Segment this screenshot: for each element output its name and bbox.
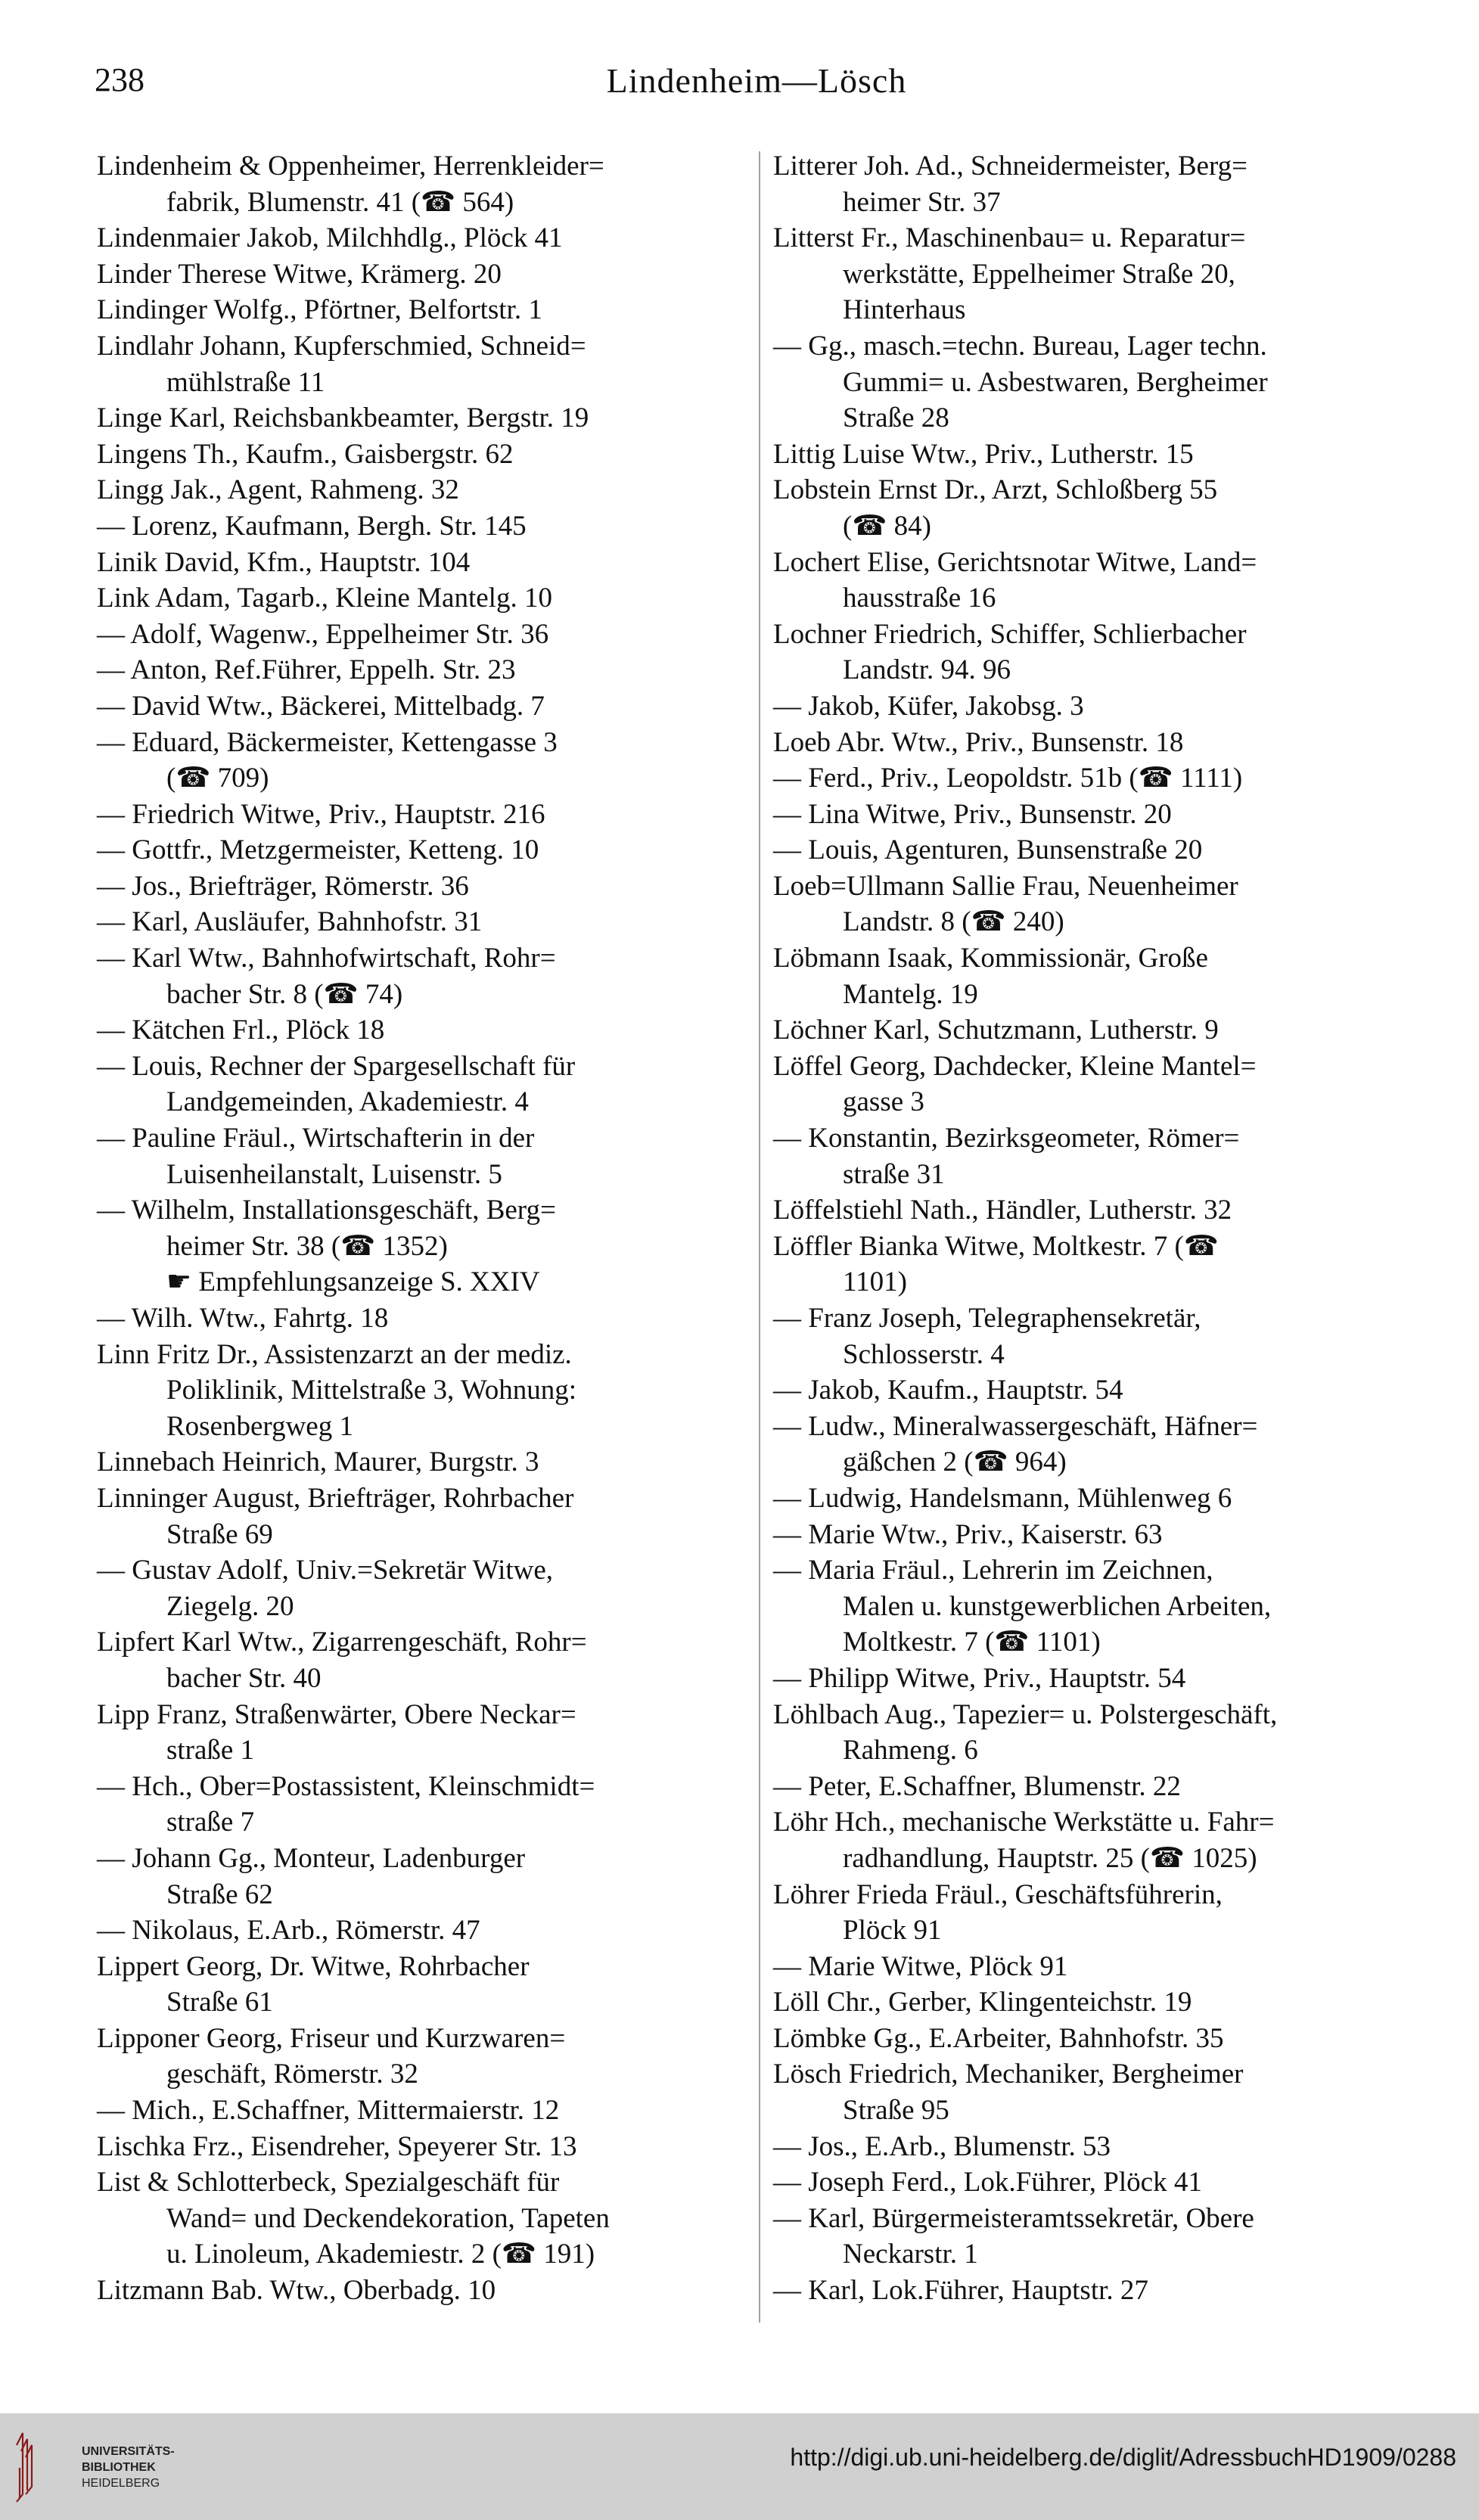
- entry-continuation-line: Landstr. 8 (☎ 240): [843, 906, 1064, 938]
- directory-entry-line: — Maria Fräul., Lehrerin im Zeichnen,: [773, 1555, 1213, 1586]
- directory-entry-line: — Nikolaus, E.Arb., Römerstr. 47: [97, 1915, 480, 1947]
- directory-entry-line: Löchner Karl, Schutzmann, Lutherstr. 9: [773, 1015, 1219, 1046]
- directory-entry-line: — Jakob, Küfer, Jakobsg. 3: [773, 690, 1084, 722]
- directory-entry-line: Linik David, Kfm., Hauptstr. 104: [97, 546, 471, 578]
- directory-entry-line: — Gg., masch.=techn. Bureau, Lager techn.: [773, 330, 1267, 362]
- directory-entry-line: — Karl, Bürgermeisteramtssekretär, Obere: [773, 2202, 1254, 2234]
- entry-continuation-line: Poliklinik, Mittelstraße 3, Wohnung:: [166, 1375, 577, 1406]
- directory-entry-line: — Jos., Briefträger, Römerstr. 36: [97, 870, 469, 902]
- source-url-link[interactable]: http://digi.ub.uni-heidelberg.de/diglit/AdressbuchHD1909/0288: [790, 2444, 1456, 2471]
- directory-entry-line: Lippert Georg, Dr. Witwe, Rohrbacher: [97, 1950, 530, 1982]
- directory-entry-line: — Louis, Agenturen, Bunsenstraße 20: [773, 834, 1203, 866]
- directory-entry-line: — David Wtw., Bäckerei, Mittelbadg. 7: [97, 690, 545, 722]
- entry-continuation-line: (☎ 709): [166, 763, 269, 794]
- entry-continuation-line: Landstr. 94. 96: [843, 654, 1011, 686]
- directory-entry-line: — Gottfr., Metzgermeister, Ketteng. 10: [97, 834, 539, 866]
- entry-continuation-line: werkstätte, Eppelheimer Straße 20,: [843, 258, 1235, 290]
- entry-continuation-line: Luisenheilanstalt, Luisenstr. 5: [166, 1158, 502, 1190]
- directory-entry-line: — Ludw., Mineralwassergeschäft, Häfner=: [773, 1410, 1258, 1442]
- directory-entry-line: — Wilh. Wtw., Fahrtg. 18: [97, 1303, 389, 1334]
- directory-entry-line: — Ludwig, Handelsmann, Mühlenweg 6: [773, 1482, 1232, 1514]
- directory-entry-line: Litterst Fr., Maschinenbau= u. Reparatur=: [773, 222, 1246, 254]
- directory-entry-line: — Philipp Witwe, Priv., Hauptstr. 54: [773, 1662, 1186, 1694]
- directory-entry-line: Linder Therese Witwe, Krämerg. 20: [97, 258, 502, 290]
- directory-entry-line: Lipfert Karl Wtw., Zigarrengeschäft, Rohr=: [97, 1627, 587, 1658]
- directory-entry-line: — Karl, Lok.Führer, Hauptstr. 27: [773, 2275, 1148, 2307]
- directory-entry-line: Linninger August, Briefträger, Rohrbacher: [97, 1482, 574, 1514]
- logo-line-1: UNIVERSITÄTS-: [82, 2445, 175, 2458]
- entry-continuation-line: heimer Str. 38 (☎ 1352): [166, 1230, 448, 1262]
- directory-entry-line: Lösch Friedrich, Mechaniker, Bergheimer: [773, 2059, 1244, 2090]
- directory-entry-line: List & Schlotterbeck, Spezialgeschäft für: [97, 2167, 560, 2198]
- entry-continuation-line: Moltkestr. 7 (☎ 1101): [843, 1627, 1101, 1658]
- entry-continuation-line: Rosenbergweg 1: [166, 1410, 353, 1442]
- directory-entry-line: — Eduard, Bäckermeister, Kettengasse 3: [97, 726, 558, 758]
- entry-continuation-line: hausstraße 16: [843, 583, 996, 614]
- entry-continuation-line: gasse 3: [843, 1086, 924, 1118]
- directory-entry-line: Linge Karl, Reichsbankbeamter, Bergstr. 19: [97, 402, 589, 434]
- directory-entry-line: Löhlbach Aug., Tapezier= u. Polstergeschäft,: [773, 1698, 1278, 1730]
- entry-continuation-line: ☛ Empfehlungsanzeige S. XXIV: [166, 1266, 540, 1298]
- directory-entry-line: Löffler Bianka Witwe, Moltkestr. 7 (☎: [773, 1230, 1219, 1262]
- entry-continuation-line: radhandlung, Hauptstr. 25 (☎ 1025): [843, 1842, 1257, 1874]
- entry-continuation-line: gäßchen 2 (☎ 964): [843, 1446, 1067, 1478]
- entry-continuation-line: Landgemeinden, Akademiestr. 4: [166, 1086, 529, 1118]
- directory-entry-line: — Marie Wtw., Priv., Kaiserstr. 63: [773, 1518, 1163, 1550]
- directory-entry-line: — Wilhelm, Installationsgeschäft, Berg=: [97, 1195, 556, 1226]
- directory-entry-line: Lindlahr Johann, Kupferschmied, Schneid=: [97, 330, 586, 362]
- logo-line-2: BIBLIOTHEK: [82, 2461, 156, 2474]
- directory-entry-line: Löffelstiehl Nath., Händler, Lutherstr. 32: [773, 1195, 1232, 1226]
- directory-entry-line: — Joseph Ferd., Lok.Führer, Plöck 41: [773, 2167, 1202, 2198]
- directory-entry-line: — Johann Gg., Monteur, Ladenburger: [97, 1842, 526, 1874]
- directory-entry-line: — Karl Wtw., Bahnhofwirtschaft, Rohr=: [97, 943, 556, 974]
- entry-continuation-line: Wand= und Deckendekoration, Tapeten: [166, 2202, 610, 2234]
- entry-continuation-line: Hinterhaus: [843, 294, 966, 326]
- entry-continuation-line: straße 1: [166, 1735, 255, 1766]
- directory-entry-line: — Friedrich Witwe, Priv., Hauptstr. 216: [97, 798, 545, 830]
- directory-entry-line: Lischka Frz., Eisendreher, Speyerer Str. 13: [97, 2130, 577, 2162]
- directory-entry-line: Lindenmaier Jakob, Milchhdlg., Plöck 41: [97, 222, 563, 254]
- page-title: Lindenheim—Lösch: [606, 61, 907, 100]
- directory-entry-line: Litzmann Bab. Wtw., Oberbadg. 10: [97, 2275, 496, 2307]
- directory-entry-line: — Louis, Rechner der Spargesellschaft für: [97, 1050, 576, 1082]
- entry-continuation-line: geschäft, Römerstr. 32: [166, 2059, 418, 2090]
- directory-entry-line: — Karl, Ausläufer, Bahnhofstr. 31: [97, 906, 483, 938]
- directory-entry-line: Lobstein Ernst Dr., Arzt, Schloßberg 55: [773, 474, 1218, 506]
- directory-entry-line: — Jakob, Kaufm., Hauptstr. 54: [773, 1375, 1123, 1406]
- directory-entry-line: — Konstantin, Bezirksgeometer, Römer=: [773, 1123, 1240, 1154]
- directory-entry-line: Littig Luise Wtw., Priv., Lutherstr. 15: [773, 438, 1194, 470]
- directory-entry-line: Löll Chr., Gerber, Klingenteichstr. 19: [773, 1987, 1192, 2018]
- directory-entry-line: Lipponer Georg, Friseur und Kurzwaren=: [97, 2022, 566, 2054]
- entry-continuation-line: 1101): [843, 1266, 907, 1298]
- directory-entry-line: Linn Fritz Dr., Assistenzarzt an der mediz.: [97, 1338, 572, 1370]
- directory-entry-line: — Gustav Adolf, Univ.=Sekretär Witwe,: [97, 1555, 554, 1586]
- entry-continuation-line: Neckarstr. 1: [843, 2239, 978, 2270]
- left-column: [97, 148, 763, 2309]
- entry-continuation-line: Gummi= u. Asbestwaren, Bergheimer: [843, 366, 1268, 398]
- directory-entry-line: Loeb Abr. Wtw., Priv., Bunsenstr. 18: [773, 726, 1184, 758]
- directory-entry-line: Litterer Joh. Ad., Schneidermeister, Berg=: [773, 151, 1248, 182]
- logo-line-3: HEIDELBERG: [82, 2477, 160, 2490]
- library-name: [82, 2444, 175, 2491]
- entry-continuation-line: mühlstraße 11: [166, 366, 325, 398]
- entry-continuation-line: Mantelg. 19: [843, 978, 978, 1010]
- column-divider: [759, 151, 760, 2323]
- entry-continuation-line: Straße 61: [166, 1987, 273, 2018]
- directory-entry-line: Lochner Friedrich, Schiffer, Schlierbacher: [773, 618, 1247, 650]
- entry-continuation-line: Malen u. kunstgewerblichen Arbeiten,: [843, 1590, 1272, 1622]
- entry-continuation-line: Rahmeng. 6: [843, 1735, 978, 1766]
- entry-continuation-line: (☎ 84): [843, 510, 931, 542]
- directory-entry-line: Lingens Th., Kaufm., Gaisbergstr. 62: [97, 438, 514, 470]
- directory-entry-line: — Pauline Fräul., Wirtschafterin in der: [97, 1123, 535, 1154]
- entry-continuation-line: straße 7: [166, 1807, 255, 1838]
- directory-entry-line: Löhr Hch., mechanische Werkstätte u. Fahr=: [773, 1807, 1275, 1838]
- entry-continuation-line: Plöck 91: [843, 1915, 942, 1947]
- directory-entry-line: — Franz Joseph, Telegraphensekretär,: [773, 1303, 1201, 1334]
- directory-entry-line: Linnebach Heinrich, Maurer, Burgstr. 3: [97, 1446, 539, 1478]
- directory-entry-line: Lindinger Wolfg., Pförtner, Belfortstr. 1: [97, 294, 542, 326]
- directory-entry-line: Loeb=Ullmann Sallie Frau, Neuenheimer: [773, 870, 1238, 902]
- entry-continuation-line: fabrik, Blumenstr. 41 (☎ 564): [166, 186, 514, 218]
- directory-entry-line: Lömbke Gg., E.Arbeiter, Bahnhofstr. 35: [773, 2022, 1224, 2054]
- directory-entry-line: — Adolf, Wagenw., Eppelheimer Str. 36: [97, 618, 549, 650]
- entry-continuation-line: Straße 62: [166, 1878, 273, 1910]
- directory-entry-line: Link Adam, Tagarb., Kleine Mantelg. 10: [97, 583, 552, 614]
- entry-continuation-line: u. Linoleum, Akademiestr. 2 (☎ 191): [166, 2239, 595, 2270]
- library-logo-icon: [14, 2430, 36, 2506]
- page-number: 238: [95, 61, 144, 98]
- entry-continuation-line: Ziegelg. 20: [166, 1590, 294, 1622]
- entry-continuation-line: Straße 95: [843, 2095, 949, 2127]
- directory-entry-line: Löbmann Isaak, Kommissionär, Große: [773, 943, 1208, 974]
- directory-entry-line: — Lina Witwe, Priv., Bunsenstr. 20: [773, 798, 1172, 830]
- directory-entry-line: — Lorenz, Kaufmann, Bergh. Str. 145: [97, 510, 527, 542]
- directory-entry-line: — Mich., E.Schaffner, Mittermaierstr. 12: [97, 2095, 560, 2127]
- directory-entry-line: Lingg Jak., Agent, Rahmeng. 32: [97, 474, 459, 506]
- entry-continuation-line: Straße 28: [843, 402, 949, 434]
- directory-entry-line: Lipp Franz, Straßenwärter, Obere Neckar=: [97, 1698, 576, 1730]
- directory-entry-line: Löffel Georg, Dachdecker, Kleine Mantel=: [773, 1050, 1257, 1082]
- directory-entry-line: — Kätchen Frl., Plöck 18: [97, 1015, 385, 1046]
- entry-continuation-line: bacher Str. 40: [166, 1662, 322, 1694]
- entry-continuation-line: Straße 69: [166, 1518, 273, 1550]
- entry-continuation-line: heimer Str. 37: [843, 186, 1001, 218]
- directory-entry-line: Lochert Elise, Gerichtsnotar Witwe, Land=: [773, 546, 1257, 578]
- directory-entry-line: — Marie Witwe, Plöck 91: [773, 1950, 1068, 1982]
- entry-continuation-line: straße 31: [843, 1158, 945, 1190]
- page-header: [0, 61, 1479, 106]
- directory-entry-line: Löhrer Frieda Fräul., Geschäftsführerin,: [773, 1878, 1223, 1910]
- directory-entry-line: — Ferd., Priv., Leopoldstr. 51b (☎ 1111): [773, 763, 1243, 794]
- directory-entry-line: — Hch., Ober=Postassistent, Kleinschmidt=: [97, 1770, 595, 1802]
- directory-entry-line: Lindenheim & Oppenheimer, Herrenkleider=: [97, 151, 604, 182]
- footer-bar: [0, 2413, 1479, 2520]
- directory-entry-line: — Jos., E.Arb., Blumenstr. 53: [773, 2130, 1111, 2162]
- directory-entry-line: — Peter, E.Schaffner, Blumenstr. 22: [773, 1770, 1181, 1802]
- directory-entry-line: — Anton, Ref.Führer, Eppelh. Str. 23: [97, 654, 516, 686]
- entry-continuation-line: bacher Str. 8 (☎ 74): [166, 978, 403, 1010]
- entry-continuation-line: Schlosserstr. 4: [843, 1338, 1005, 1370]
- right-column: [773, 148, 1439, 2309]
